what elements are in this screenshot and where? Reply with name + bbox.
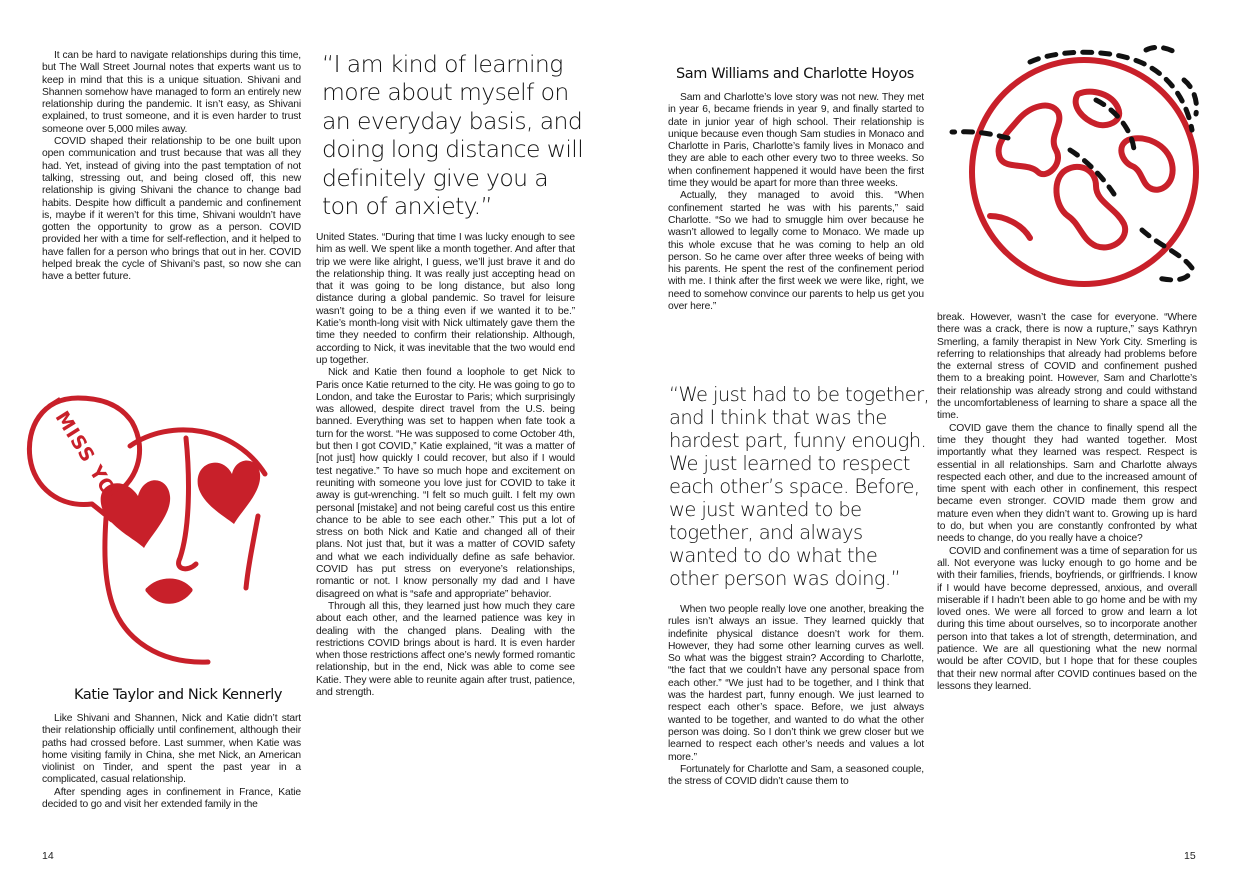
i-miss-you-face-illustration bbox=[20, 378, 290, 668]
paragraph: COVID and confinement was a time of separation for us all. Not everyone was lucky enough to go home and be with their families, friends, boyfriends, or girlfriends. I know if I would have become depressed, anxious, and overall miserable if I hadn’t been able to go home and be with my loved ones. We were all forced to grow and learn a lot during this time about ourselves, so to incorporate another person into that takes a lot of strength, determination, and patience. We are all questioning what the new normal would be after COVID, but I hope that for these couples that their new normal after COVID continues based on the lessons they learned. bbox=[937, 545, 1197, 692]
paragraph: After spending ages in confinement in France, Katie decided to go and visit her extended family in the bbox=[42, 786, 301, 811]
pull-quote-text: “I am kind of learning more about myself on an everyday basis, and doing long distance will definitely give you a ton of anxiety.” bbox=[322, 50, 584, 221]
paragraph: break. However, wasn’t the case for everyone. “Where there was a crack, there is now a rupture,” says Kathryn Smerling, a family therapist in New York City. Smerling is referring to relationships that already had problems before the external stress of COVID and confinement pushed them to a breaking point. However, Sam and Charlotte’s their relationship was already strong and could withstand the uncomfortableness of learning to share a space all the time. bbox=[937, 312, 1197, 422]
column-1-bottom bbox=[42, 713, 301, 811]
column-2 bbox=[316, 232, 575, 699]
column-1-top bbox=[42, 50, 301, 284]
page-number-right: 15 bbox=[1184, 850, 1196, 862]
right-page bbox=[621, 0, 1242, 876]
paragraph: It can be hard to navigate relationships during this time, but The Wall Street Journal notes that experts want us to keep in mind that this is a unique situation. Shivani and Shannen somehow have managed to form an entirely new relationship during the pandemic. It isn’t easy, as Shivani explained, to trust someone, and it is even harder to trust someone over 5,000 miles away. bbox=[42, 50, 301, 135]
column-3-top bbox=[668, 92, 924, 313]
paragraph: Like Shivani and Shannen, Nick and Katie didn’t start their relationship officially until confinement, although their paths had crossed before. Last summer, when Katie was home visiting family in China, she met Nick, an American violinist on Tinder, and spent the past year in a complicated, casual relationship. bbox=[42, 713, 301, 786]
section-heading-katie-nick: Katie Taylor and Nick Kennerly bbox=[74, 687, 283, 703]
paragraph: Nick and Katie then found a loophole to get Nick to Paris once Katie returned to the city. He was going to go to London, and take the Eurostar to Paris; which surprisingly was allowed, despite direct travel from the U.S. being banned. Everything was set to happen when fate took a turn for the worst. “He was supposed to come October 4th, but then I got COVID,” Katie explained, “it was a matter of [not just] how quickly I could recover, but also if I would test negative.” To have so much hope and excitement on reuniting with someone you love just for COVID to take it away is gut-wrenching. “I felt so much guilt. I felt my own personal [mistake] and not being careful cost us this entire chance to be able to see each other.” This put a lot of stress on both Nick and Katie and changed all of their plans. Not just that, but it was a matter of COVID safety and what we each individually define as safe behavior. COVID has put stress on everyone’s relationships, romantic or not. I know personally my dad and I have disagreed on what is “safe and appropriate” behavior. bbox=[316, 367, 575, 600]
pull-quote-left bbox=[322, 50, 588, 220]
i-miss-you-text: I MISS YOU bbox=[42, 394, 129, 514]
paragraph: Sam and Charlotte’s love story was not new. They met in year 6, became friends in year 9, and finally started to date in junior year of high school. Their relationship is unique because even though Sam studies in Monaco and Charlotte in Paris, Charlotte’s family lives in Monaco and they are able to each other every two to three weeks. So when confinement happened it would have been the first time they would be apart for more than three weeks. bbox=[668, 92, 924, 190]
pull-quote-text: “We just had to be together, and I think that was the hardest part, funny enough. We just learned to respect each other’s space. Before, we just wanted to be together, and always wanted to do what the other person was doing.” bbox=[669, 383, 930, 590]
paragraph: When two people really love one another, breaking the rules isn’t always an issue. They learned quickly that indefinite physical distance doesn’t work for them. However, they had some other learning curves as well. So what was the biggest strain? According to Charlotte, “the fact that we couldn’t have any personal space from each other.” “We just had to be together, and I think that was the hardest part, funny enough. We just learned to respect each other’s space. Before, we just always wanted to be together, and wanted to do what the other person was doing. So I don’t think we grew closer but we learned to respect each other’s needs and values a lot more.” bbox=[668, 604, 924, 763]
paragraph: United States. “During that time I was lucky enough to see him as well. We spent like a month together. And after that trip we were like alright, I guess, we’ll just brave it and do the relationship thing. It was really just accepting head on that it was going to be long distance, but also long distance during a global pandemic. So travel for leisure wasn’t going to be a thing even if we wanted it to be.” Katie’s month-long visit with Nick ultimately gave them the time they needed to confirm their relationship. Although, according to Nick, it was inevitable that the two would end up together. bbox=[316, 232, 575, 366]
paragraph: COVID gave them the chance to finally spend all the time they thought they had wanted together. Most importantly what they learned was respect. Respect is essential in all relationships. Sam and Charlotte always respected each other, and due to the increased amount of time spent with each other in confinement, this respect became even stronger. COVID made them grow and mature even when they didn’t want to. Growing up is hard to do, but when you are constantly confronted by what needs to change, do you really have a choice? bbox=[937, 422, 1197, 545]
paragraph: COVID shaped their relationship to be one built upon open communication and trust because that was all they had. Yet, instead of giving into the past temptation of not talking, stressing out, and being closed off, this new relationship is giving Shivani the chance to change bad habits. Despite how difficult a pandemic and confinement is, maybe if it weren’t for this time, Shivani wouldn’t have gotten the opportunity to grow as a person. COVID provided her with a time for self-reflection, and it helped to have fallen for a person who brings that out in her. COVID helped break the cycle of Shivani’s past, so now she can have a better future. bbox=[42, 136, 301, 283]
paragraph: Actually, they managed to avoid this. “When confinement started he was with his parents,” said Charlotte. “So we had to smuggle him over because he wasn’t allowed to legally come to Monaco. We made up this whole excuse that he was coming to help an old person. So he came over after three weeks of being with his parents. He spent the rest of the confinement period with me. I think after the first week we were like, right, we need to somehow convince our parents to help us get you over here.” bbox=[668, 190, 924, 313]
column-4 bbox=[937, 312, 1197, 693]
pull-quote-right bbox=[669, 383, 931, 590]
heart-right-icon bbox=[198, 461, 261, 525]
section-heading-sam-charlotte: Sam Williams and Charlotte Hoyos bbox=[676, 66, 914, 82]
page-number-left: 14 bbox=[42, 850, 54, 862]
paragraph: Fortunately for Charlotte and Sam, a seasoned couple, the stress of COVID didn’t cause them to bbox=[668, 763, 924, 788]
globe-illustration bbox=[946, 40, 1216, 300]
paragraph: Through all this, they learned just how much they care about each other, and the learned patience was key in dealing with the changed plans. Dealing with the restrictions COVID brings about is hard. It is even harder when those restrictions affect one’s newly formed romantic relationship, but in the end, Nick was able to come see Katie. They were able to reunite again after trust, patience, and strength. bbox=[316, 600, 575, 698]
column-3-bottom bbox=[668, 604, 924, 788]
